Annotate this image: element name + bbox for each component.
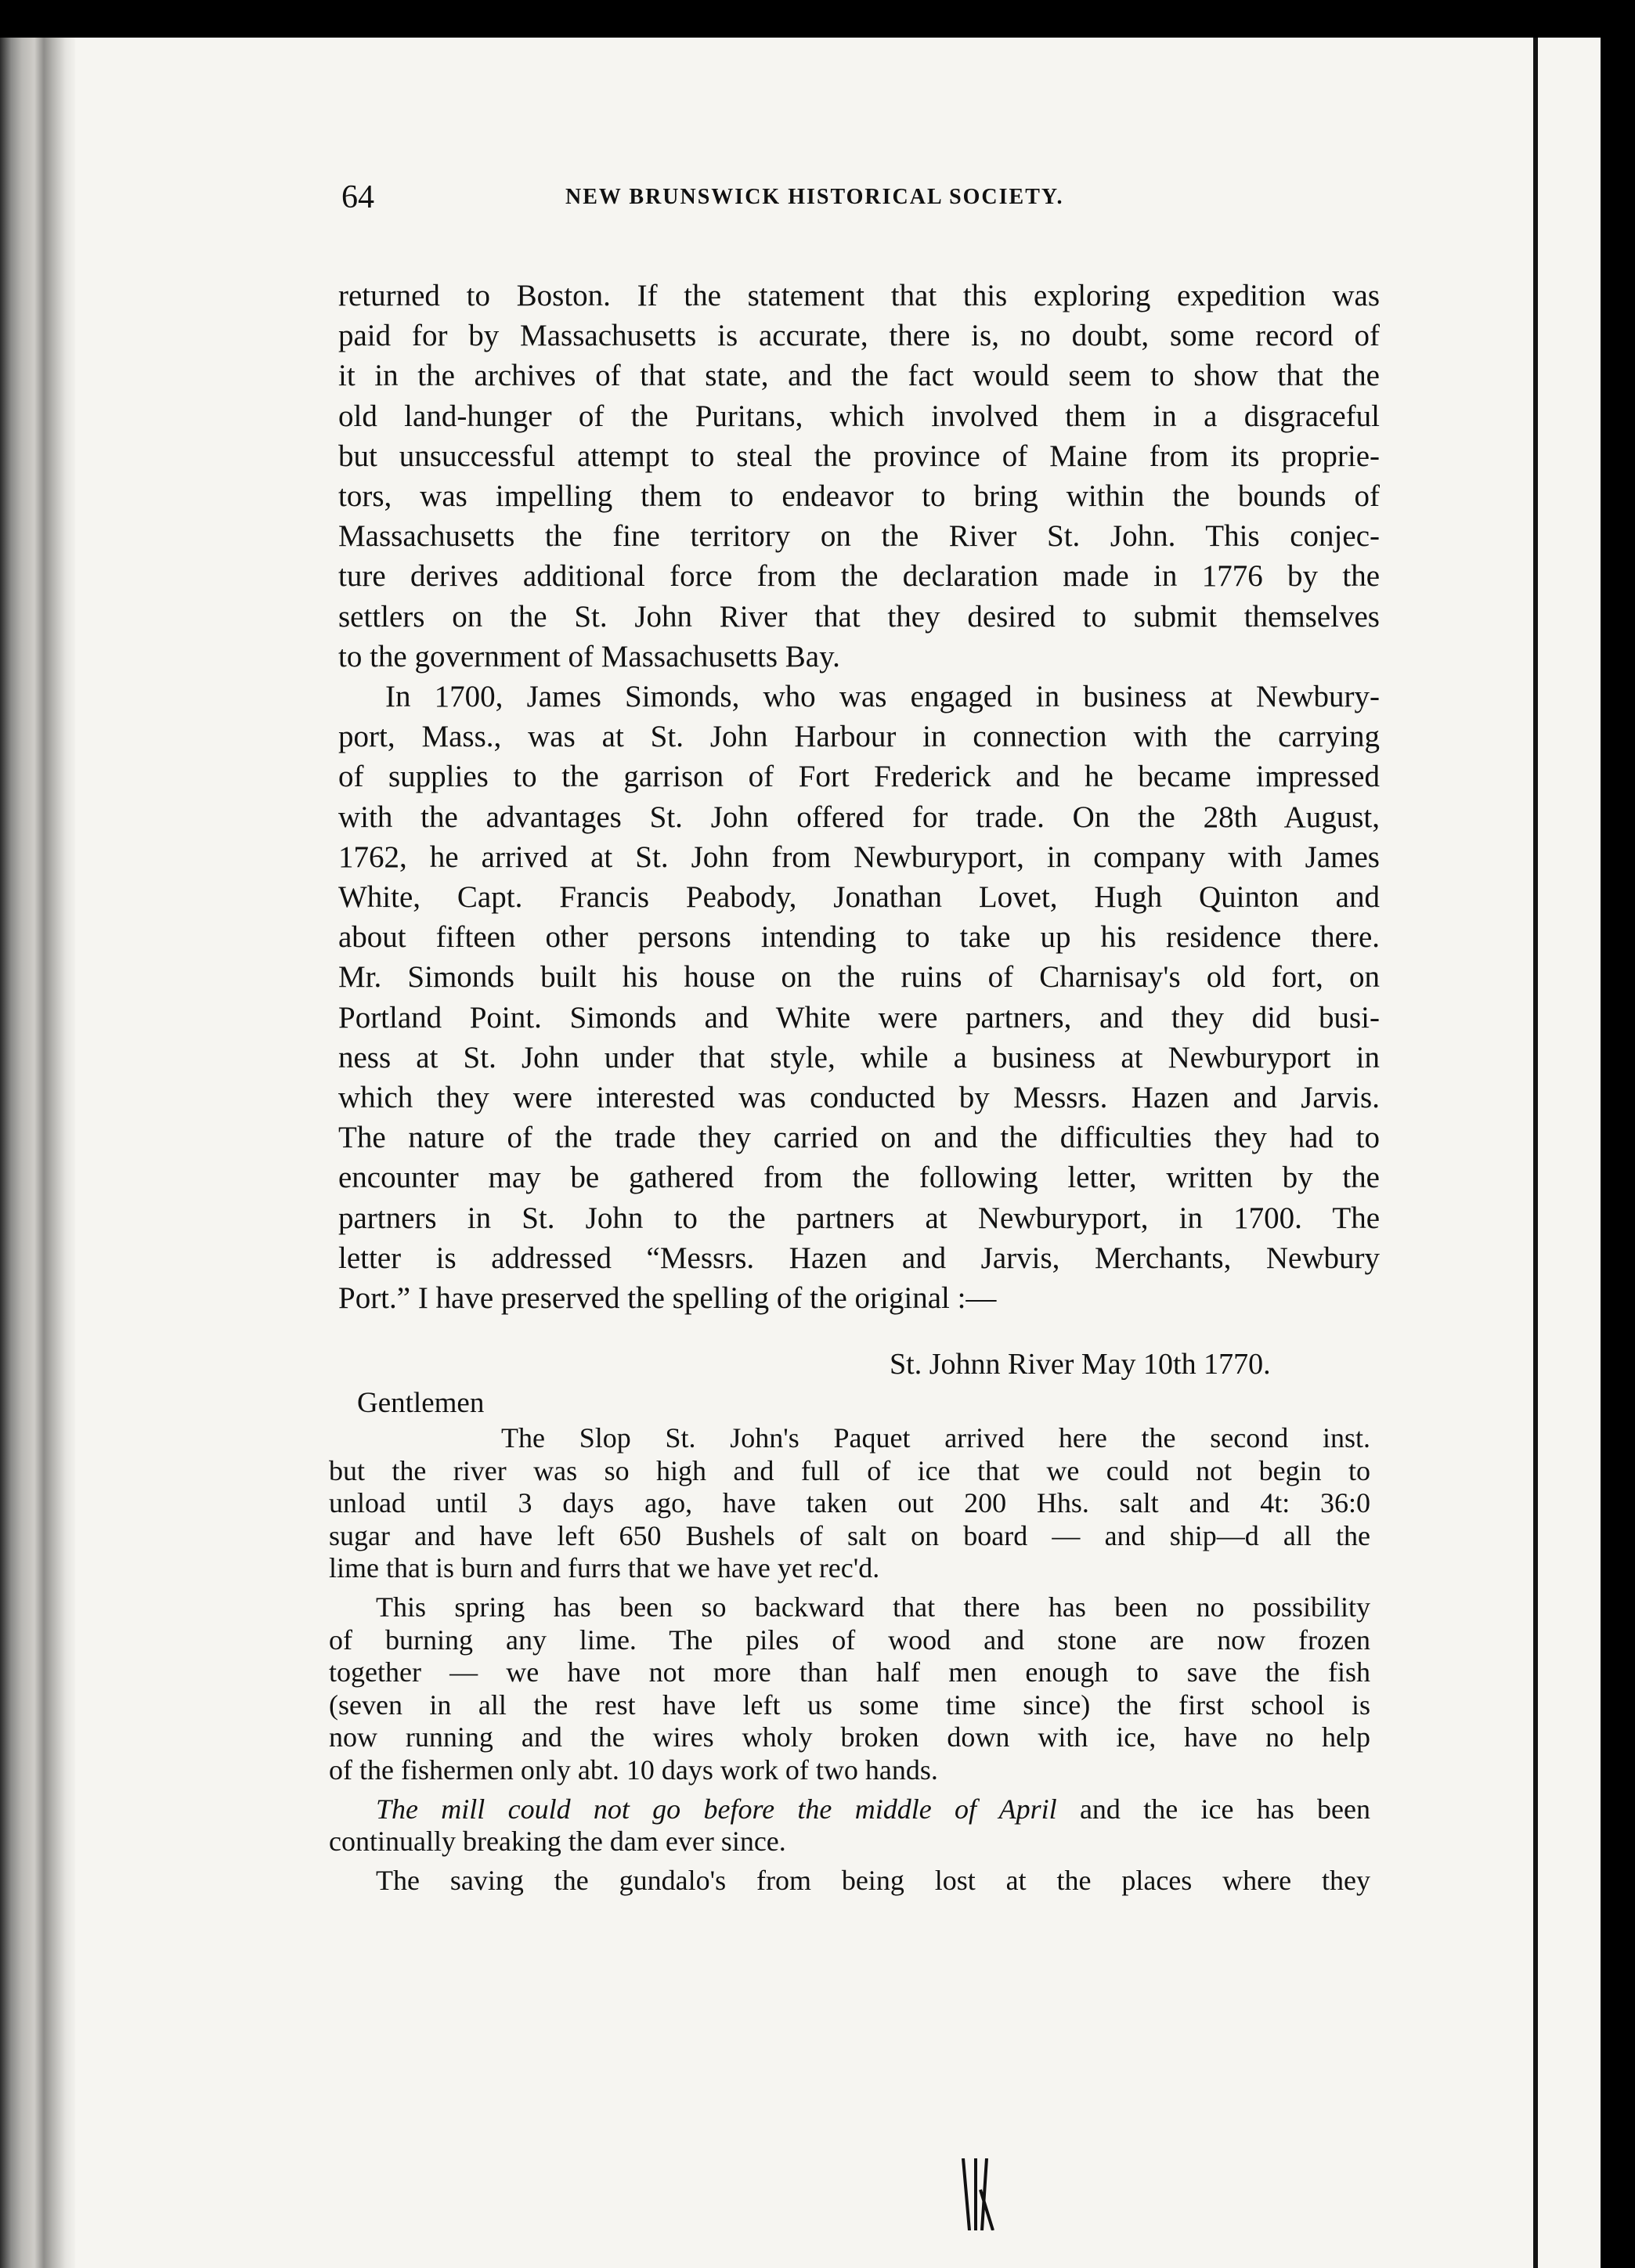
body-line: about fifteen other persons intending to take up his residence there. (338, 920, 1380, 955)
body-line: port, Mass., was at St. John Harbour in connection with the carrying (338, 720, 1380, 754)
body-line: tors, was impelling them to endeavor to bring within the bounds of (338, 479, 1380, 514)
page-number: 64 (341, 179, 374, 215)
body-line: paid for by Massachusetts is accurate, there is, no doubt, some record of (338, 319, 1380, 353)
body-line: but unsuccessful attempt to steal the province of Maine from its proprie- (338, 439, 1380, 473)
letter-line: (seven in all the rest have left us some time since) the first school is (329, 1688, 1370, 1721)
body-line: with the advantages St. John offered for trade. On the 28th August, (338, 800, 1380, 834)
body-line: of supplies to the garrison of Fort Frederick and he became impressed (338, 760, 1380, 794)
body-text (338, 276, 1380, 1318)
body-line: White, Capt. Francis Peabody, Jonathan Lovet, Hugh Quinton and (338, 880, 1380, 915)
letter-line: sugar and have left 650 Bushels of salt on board — and ship—d all the (329, 1519, 1370, 1551)
body-line: The nature of the trade they carried on and the difficulties they had to (338, 1121, 1380, 1155)
letter-body (329, 1422, 1370, 1897)
body-line: encounter may be gathered from the following letter, written by the (338, 1161, 1380, 1195)
page-right-edge (1533, 38, 1538, 2268)
running-head (341, 179, 1373, 226)
scan-border-top (0, 0, 1635, 38)
letter-line: together — we have not more than half men enough to save the fish (329, 1656, 1370, 1688)
body-line: partners in St. John to the partners at Newburyport, in 1700. The (338, 1201, 1380, 1235)
letter-dateline: St. Johnn River May 10th 1770. (890, 1348, 1271, 1381)
body-line: which they were interested was conducted by Messrs. Hazen and Jarvis. (338, 1081, 1380, 1115)
letter-line: but the river was so high and full of ice that we could not begin to (329, 1454, 1370, 1486)
scan-border-right (1601, 0, 1635, 2268)
scanner-clip-mark (952, 2158, 999, 2230)
body-line: ture derives additional force from the declaration made in 1776 by the (338, 559, 1380, 594)
body-line: ness at St. John under that style, while a business at Newburyport in (338, 1040, 1380, 1074)
letter-salutation: Gentlemen (357, 1387, 485, 1419)
body-line: it in the archives of that state, and the fact would seem to show that the (338, 359, 1380, 393)
letter-line-mill (329, 1793, 1370, 1826)
body-line: old land-hunger of the Puritans, which involved them in a disgraceful (338, 399, 1380, 433)
book-binding-edge (0, 38, 75, 2268)
body-line: Mr. Simonds built his house on the ruins of Charnisay's old fort, on (338, 960, 1380, 995)
letter-text-run: and the ice has been (1056, 1793, 1370, 1825)
body-line: to the government of Massachusetts Bay. (338, 639, 840, 674)
letter-line: The Slop St. John's Paquet arrived here the second inst. (501, 1422, 1370, 1454)
body-line: In 1700, James Simonds, who was engaged in business at Newbury- (385, 680, 1380, 714)
italic-phrase: The mill could not go before the middle of April (376, 1793, 1057, 1825)
body-line: Portland Point. Simonds and White were partners, and they did busi- (338, 1000, 1380, 1035)
body-line: settlers on the St. John River that they desired to submit themselves (338, 599, 1380, 634)
letter-line: of the fishermen only abt. 10 days work of two hands. (329, 1753, 938, 1786)
body-line: returned to Boston. If the statement that this exploring expedition was (338, 279, 1380, 312)
letter-line: unload until 3 days ago, have taken out 200 Hhs. salt and 4t: 36:0 (329, 1487, 1370, 1519)
journal-title: NEW BRUNSWICK HISTORICAL SOCIETY. (565, 185, 1064, 209)
letter-line: now running and the wires wholy broken down with ice, have no help (329, 1721, 1370, 1753)
body-line: Port.” I have preserved the spelling of the original :— (338, 1281, 997, 1316)
body-line: letter is addressed “Messrs. Hazen and Jarvis, Merchants, Newbury (338, 1241, 1380, 1275)
letter-line: The saving the gundalo's from being lost at the places where they (376, 1864, 1370, 1896)
letter-line: continually breaking the dam ever since. (329, 1826, 786, 1858)
body-line: 1762, he arrived at St. John from Newburyport, in company with James (338, 840, 1380, 874)
letter-line: This spring has been so backward that there has been no possibility (376, 1591, 1370, 1623)
letter-line: of burning any lime. The piles of wood and stone are now frozen (329, 1623, 1370, 1656)
letter-line: lime that is burn and furrs that we have yet rec'd. (329, 1552, 880, 1584)
body-line: Massachusetts the fine territory on the River St. John. This conjec- (338, 519, 1380, 554)
